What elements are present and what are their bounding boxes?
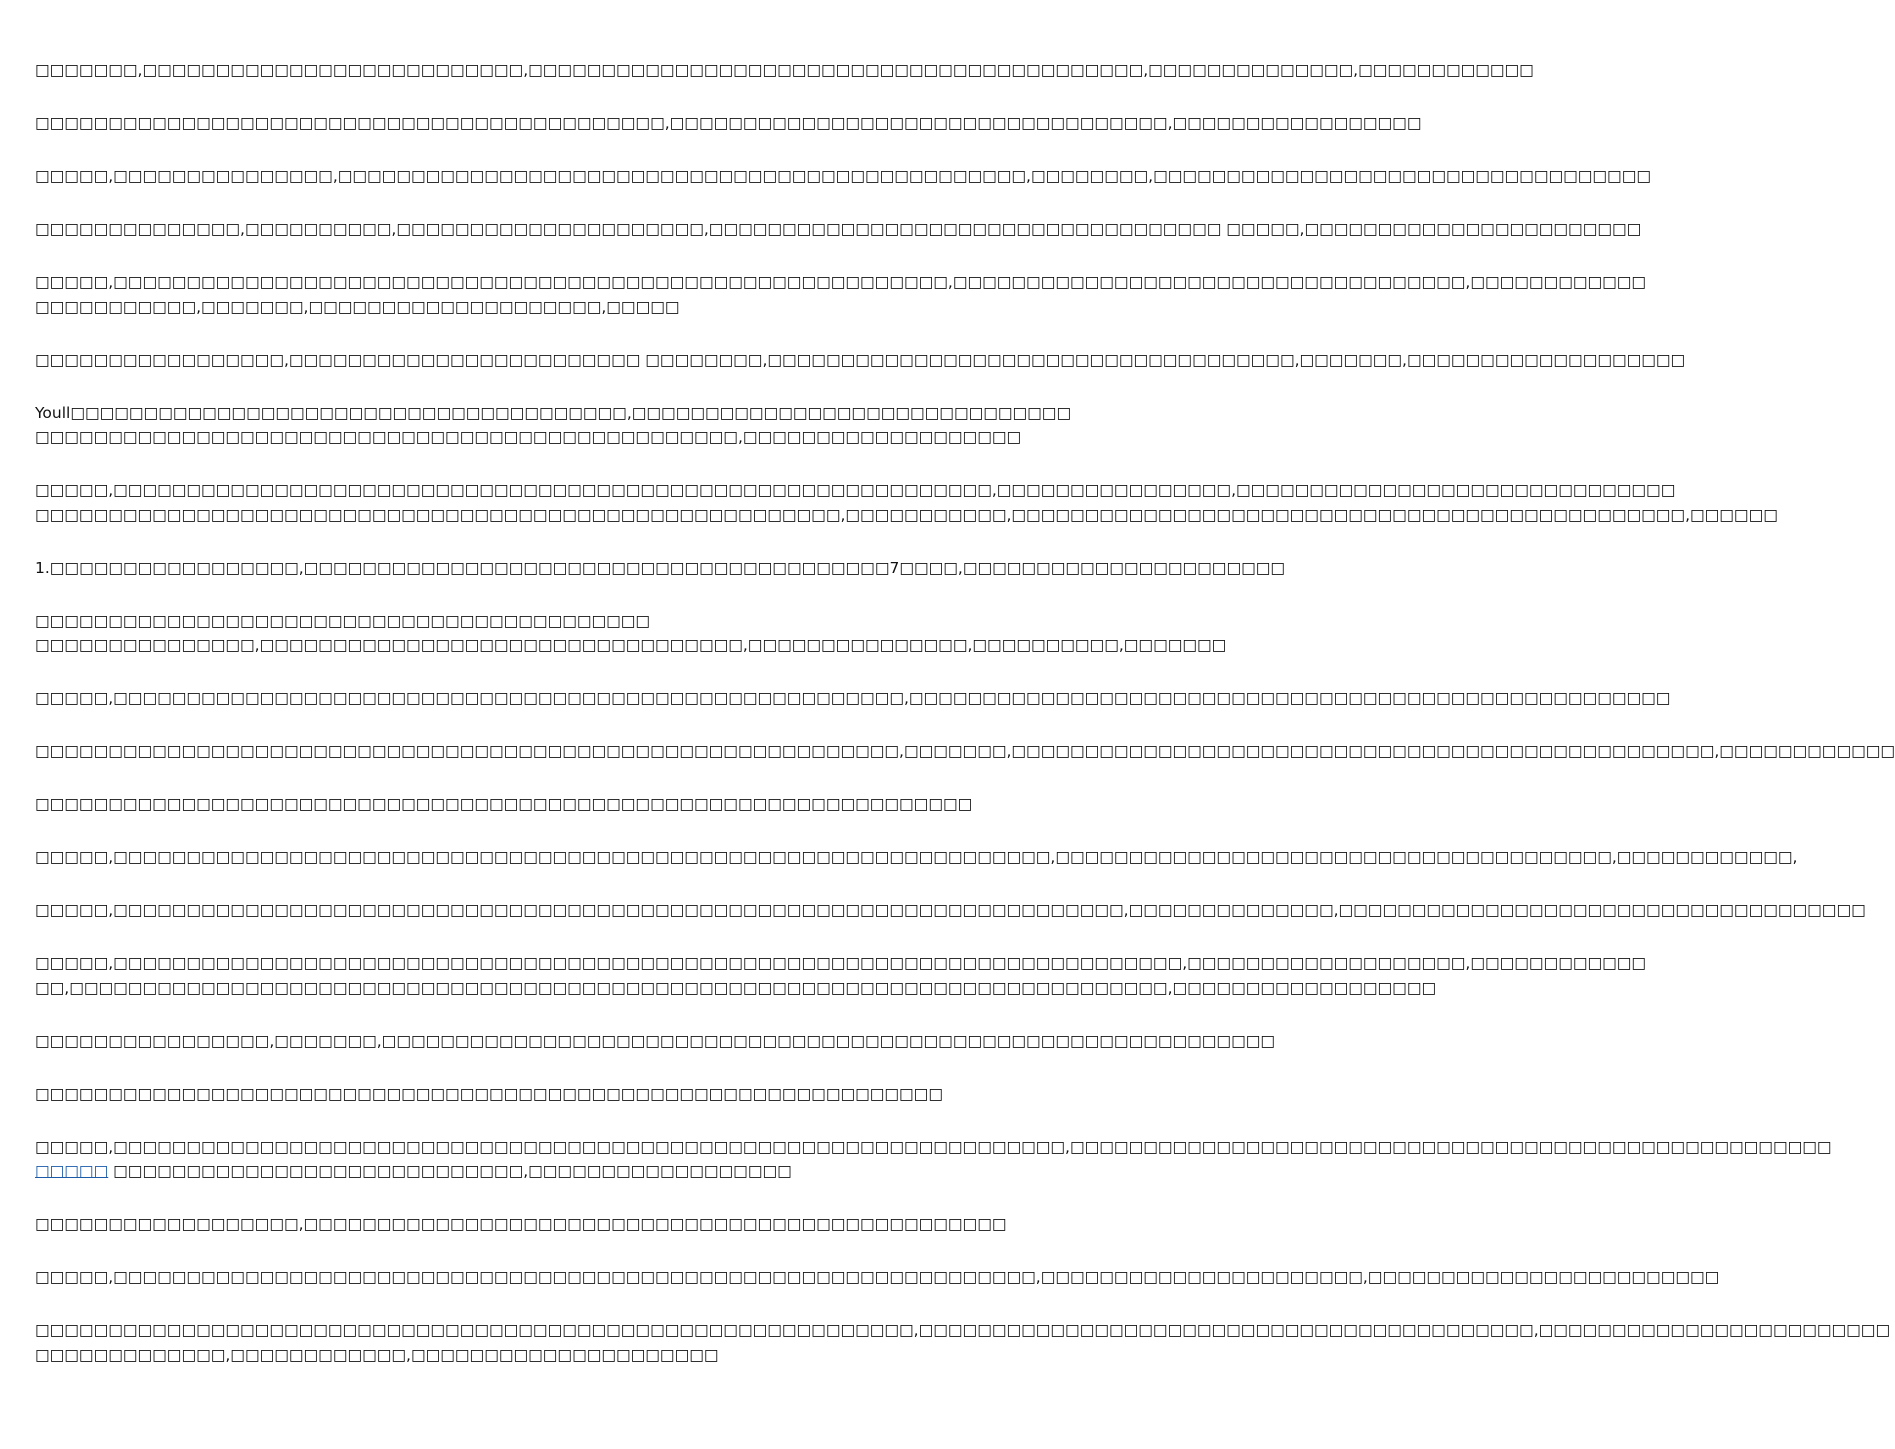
text-line: □□□□□,□□□□□□□□□□□□□□□□□□□□□□□□□□□□□□□□□□□□□□□□□□□□□□□□□□□□□□□□□□□□□□□□,□□□□□□□□□□□□□□□□□□□□□□□□□□□□□□□□□□□□□□,□□□□□□□□□□□□,	[35, 848, 1798, 866]
text-line: □□□□□,□□□□□□□□□□□□□□□□□□□□□□□□□□□□□□□□□□□□□□□□□□□□□□□□□□□□□□□□□□□□□□□,□□□□□□□□□□□□□□□□□□□□□□,□□□□□□□□□□□□□□□□□□□□□□□□	[35, 1268, 1720, 1286]
text-line: □□□□□□□□□□□□□□□,□□□□□□□□□□□□□□□□□□□□□□□□□□□□□□□□□,□□□□□□□□□□□□□□□,□□□□□□□□□□,□□□□□□□	[35, 636, 1227, 654]
text-line: □□□□□□□□□□□□□□□□□□□□□□□□□□□□□□□□□□□□□□□□□□	[35, 611, 651, 630]
text-line: □□□□□,□□□□□□□□□□□□□□□,□□□□□□□□□□□□□□□□□□□□□□□□□□□□□□□□□□□□□□□□□□□□□□□,□□□□□□□□,□□□□□□□□□□□□□□□□□□□□□□□□□□□□□□□□□□	[35, 167, 1651, 185]
text-line: □□□□□□□□□□□□□□□□□□□□□□□□□□□□□□□□□□□□□□□□□□□,□□□□□□□□□□□□□□□□□□□□□□□□□□□□□□□□□□,□□□□□□□□□□□□□□□□□	[35, 114, 1422, 132]
text-line: □□□□□□□□□□□□□□□□□□□□□□□□□□□□□□□□□□□□□□□□□□□□□□□□□□□□□□□□□□□□,□□□□□□□□□□□□□□□□□□□□□□□□□□□□□□□□□□□□□□□□□□,□□□□□□□□□□□□□□□□□□□□□□□□	[35, 1321, 1891, 1339]
text-line: □□□□□□□□□□□□□□□□□,□□□□□□□□□□□□□□□□□□□□□□□□ □□□□□□□□,□□□□□□□□□□□□□□□□□□□□□□□□□□□□□□□□□□□□,□□□□□□□,□□□□□□□□□□□□□□□□□□□	[35, 350, 1686, 369]
paragraph-4	[35, 217, 1642, 242]
paragraph-21	[35, 1318, 1891, 1367]
inline-link[interactable]: □□□□□	[35, 1162, 109, 1180]
text-line: □□□□□□□□□□□□□□□□□□□□□□□□□□□□□□□□□□□□□□□□□□□□□□□□,□□□□□□□□□□□□□□□□□□□	[35, 428, 1022, 446]
paragraph-18	[35, 1082, 990, 1107]
paragraph-6	[35, 348, 1686, 373]
text-line: □□□□□□□□□□□□□□□□,□□□□□□□,□□□□□□□□□□□□□□□□□□□□□□□□□□□□□□□□□□□□□□□□□□□□□□□□□□□□□□□□□□□□□	[35, 1031, 1276, 1050]
paragraph-10	[35, 609, 1227, 658]
paragraph-20	[35, 1265, 1720, 1290]
text-line: □□□□□,□□□□□□□□□□□□□□□□□□□□□□□□□□□□□□□□□□□□□□□□□□□□□□□□□□□□□□□□□□□□,□□□□□□□□□□□□□□□□,□□□□□□□□□□□□□□□□□□□□□□□□□□□□□□	[35, 481, 1676, 499]
paragraph-1	[35, 58, 1534, 83]
text-line: □□□□□,□□□□□□□□□□□□□□□□□□□□□□□□□□□□□□□□□□□□□□□□□□□□□□□□□□□□□□□□□□□□□□□□□,□□□□□□□□□□□□□□□□□□□□□□□□□□□□□□□□□□□□□□□□□□□□□□□□□□□□	[35, 1137, 1832, 1156]
text-line: □□□□□□□□□□□□□,□□□□□□□□□□□□,□□□□□□□□□□□□□□□□□□□□□	[35, 1345, 719, 1364]
paragraph-17	[35, 1029, 1276, 1054]
text-line: □□□□□□□□□□□□□□,□□□□□□□□□□,□□□□□□□□□□□□□□□□□□□□□,□□□□□□□□□□□□□□□□□□□□□□□□□□□□□□□□□□□ □□□□□,□□□□□□□□□□□□□□□□□□□□□□□	[35, 220, 1642, 238]
paragraph-2	[35, 111, 1422, 136]
text-line: □□□□□□□,□□□□□□□□□□□□□□□□□□□□□□□□□□,□□□□□□□□□□□□□□□□□□□□□□□□□□□□□□□□□□□□□□□□□□,□□□□□□□□□□□□□□,□□□□□□□□□□□□	[35, 61, 1534, 79]
paragraph-16	[35, 951, 1647, 1000]
text-line: Youll□□□□□□□□□□□□□□□□□□□□□□□□□□□□□□□□□□□□□□,□□□□□□□□□□□□□□□□□□□□□□□□□□□□□□	[35, 403, 1072, 422]
text-line: □□□□□□□□□□□□□□□□□□□□□□□□□□□□□□□□□□□□□□□□□□□□□□□□□□□□□□□□□□□,□□□□□□□,□□□□□□□□□□□□□□□□□□□□□□□□□□□□□□□□□□□□□□□□□□□□□□□□,□□□□□□□□□□□□	[35, 742, 1895, 760]
text-line: □□□□□,□□□□□□□□□□□□□□□□□□□□□□□□□□□□□□□□□□□□□□□□□□□□□□□□□□□□□□□□□,□□□□□□□□□□□□□□□□□□□□□□□□□□□□□□□□□□□,□□□□□□□□□□□□	[35, 273, 1647, 291]
text-line	[35, 1159, 990, 1184]
paragraph-8	[35, 478, 1778, 527]
text-line: □□□□□□□□□□□□□□□□□□□□□□□□□□□□□□□□□□□□□□□□□□□□□□□□□□□□□□□,□□□□□□□□□□□,□□□□□□□□□□□□□□□□□□□□□□□□□□□□□□□□□□□□□□□□□□□□□□,□□□□□□	[35, 505, 1778, 524]
text-line: □□,□□□□□□□□□□□□□□□□□□□□□□□□□□□□□□□□□□□□□□□□□□□□□□□□□□□□□□□□□□□□□□□□□□□□□□□□□□□,□□□□□□□□□□□□□□□□□□	[35, 978, 1437, 997]
paragraph-5	[35, 270, 1647, 319]
paragraph-3	[35, 164, 1651, 189]
paragraph-with-link	[35, 1135, 1832, 1184]
text-line: □□□□□□□□□□□□□□□□□□□□□□□□□□□□□□□□□□□□□□□□□□□□□□□□□□□□□□□□□□□□□□	[35, 1084, 943, 1103]
paragraph-19	[35, 1212, 1007, 1237]
text-line: □□□□□,□□□□□□□□□□□□□□□□□□□□□□□□□□□□□□□□□□□□□□□□□□□□□□□□□□□□□□□□□□□□□□□□□□□□□□□□□,□□□□□□□□□□□□□□□□□□□,□□□□□□□□□□□□	[35, 954, 1647, 972]
paragraph-15	[35, 898, 1866, 923]
text-line: □□□□□□□□□□□□□□□□□□□□□□□□□□□□□□□□□□□□□□□□□□□□□□□□□□□□□□□□□□□□□□□□	[35, 795, 973, 813]
paragraph-12	[35, 739, 1895, 764]
link-line-rest: □□□□□□□□□□□□□□□□□□□□□□□□□□□□,□□□□□□□□□□□□□□□□□□	[108, 1162, 792, 1180]
text-line: 1.□□□□□□□□□□□□□□□□□,□□□□□□□□□□□□□□□□□□□□□□□□□□□□□□□□□□□□□□□□7□□□□,□□□□□□□□□□□□□□□□□□□□□□	[35, 558, 1286, 577]
paragraph-7	[35, 401, 1072, 450]
text-line: □□□□□,□□□□□□□□□□□□□□□□□□□□□□□□□□□□□□□□□□□□□□□□□□□□□□□□□□□□□□,□□□□□□□□□□□□□□□□□□□□□□□□□□□□□□□□□□□□□□□□□□□□□□□□□□□□	[35, 689, 1671, 707]
text-line: □□□□□,□□□□□□□□□□□□□□□□□□□□□□□□□□□□□□□□□□□□□□□□□□□□□□□□□□□□□□□□□□□□□□□□□□□□□,□□□□□□□□□□□□□□,□□□□□□□□□□□□□□□□□□□□□□□□□□□□□□□□□□□□	[35, 901, 1866, 919]
text-line: □□□□□□□□□□□,□□□□□□□,□□□□□□□□□□□□□□□□□□□□,□□□□□	[35, 297, 680, 316]
text-line: □□□□□□□□□□□□□□□□□□,□□□□□□□□□□□□□□□□□□□□□□□□□□□□□□□□□□□□□□□□□□□□□□□□	[35, 1215, 1007, 1233]
paragraph-13	[35, 792, 990, 817]
paragraph-14	[35, 845, 1798, 870]
paragraph-9	[35, 556, 1286, 581]
paragraph-11	[35, 686, 1671, 711]
